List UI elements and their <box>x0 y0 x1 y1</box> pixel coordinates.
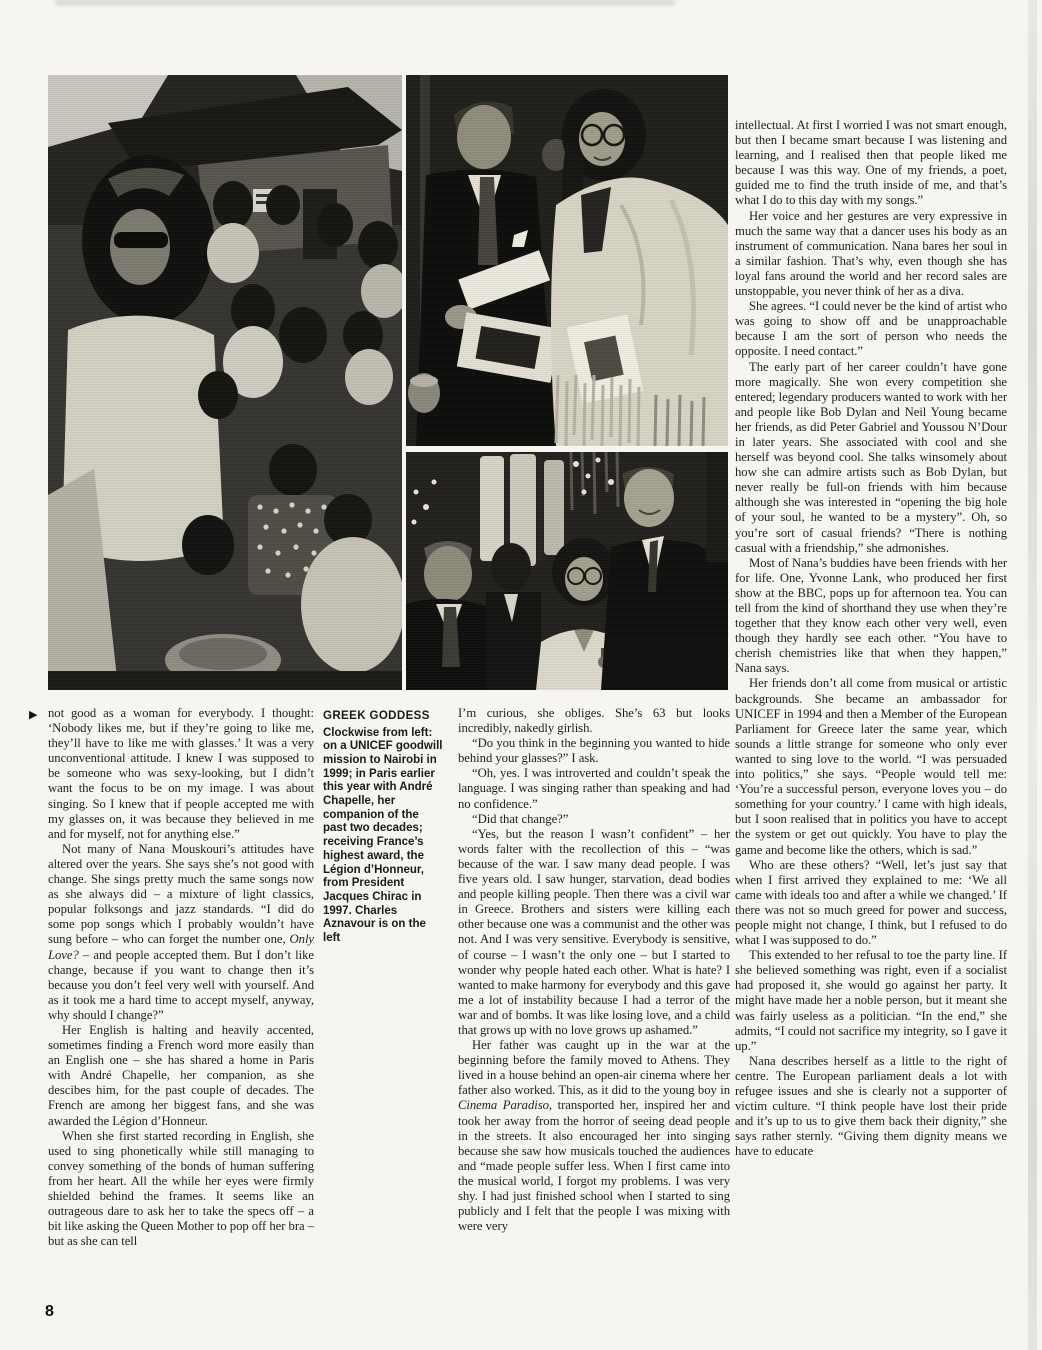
article-paragraph: not good as a woman for everybody. I thought: ‘Nobody likes me, but if they’re going to like me, they’ll have to like me with glasses.’ It was a very unconventional attitude. I knew I was supposed to be someone who was sexy-looking, but I didn’t want the focus to be on my image. I was about singing. So I knew that if people accepted me with my glasses on, it was because they believed in me and for myself, not for anything else.” <box>48 706 314 841</box>
scan-smudge <box>55 0 675 5</box>
photo-unicef-nairobi <box>48 75 402 690</box>
article-paragraph: Her father was caught up in the war at the beginning before the family moved to Athens. They lived in a house behind an open-air cinema where her father also worked. This, as it did to the young boy in Cinema Paradiso, transported her, inspired her and took her away from the horror of seeing dead people in the streets. It also encouraged her into singing because she saw how musicals touched the audiences and “made people suffer less. When I first came into the musical world, I forgot my problems. I was very shy. I had just finished school when I started to sing publicly and I felt that the people I was mixing with were very <box>458 1038 730 1234</box>
continuation-arrow-icon: ▶ <box>29 708 38 721</box>
article-paragraph: “Did that change?” <box>472 811 569 826</box>
article-column-right <box>735 118 1007 1159</box>
article-column-left <box>48 706 314 1249</box>
article-paragraph: “Oh, yes. I was introverted and couldn’t speak the language. I was singing rather than speaking and had no confidence.” <box>458 766 730 811</box>
photo-legion-illustration <box>406 452 728 690</box>
photo-paris-chapelle <box>406 75 728 446</box>
photo-caption-block <box>323 710 445 946</box>
photo-paris-illustration <box>406 75 728 446</box>
article-paragraph: “Yes, but the reason I wasn’t confident” – her words falter with the recollection of this – “was because of the war. I saw many dead people. I was five years old. I saw hunger, starvation, dead bodies and people killing people. Then there was a civil war in Greece. Brothers and sisters were killing each other because one was a communist and the other was not. And I was very sensitive. Everybody is sensitive, of course – I wasn’t the only one – but I started to wonder why people hated each other. What is hate? I wanted to make harmony for everybody and this gave me a lot of instability because I had a terror of the war and of bombs. It was like losing love, and a child that grows up with no love grows up ashamed.” <box>458 826 730 1037</box>
article-paragraph: I’m curious, she obliges. She’s 63 but looks incredibly, nakedly girlish. <box>458 706 730 736</box>
scan-edge-streak <box>1028 0 1037 1350</box>
article-paragraph: When she first started recording in English, she used to sing phonetically while still managing to convey something of the bonds of human suffering from her heart. All the while her eyes were firmly shielded behind the frames. It seems like an outrageous dare to ask her to take the specs off – a bit like asking the Queen Mother to pop off her bra – but as she can tell <box>48 1128 314 1249</box>
page-number: 8 <box>45 1303 54 1320</box>
article-column-middle <box>458 706 730 1234</box>
article-paragraph: Her English is halting and heavily accented, sometimes finding a French word more easily than an English one – she has shared a home in Paris with André Chapelle, her companion, as she descibes him, for the past couple of decades. The French are among her biggest fans, and she was awarded the Légion d’Honneur. <box>48 1022 314 1128</box>
article-paragraph: This extended to her refusal to toe the party line. If she believed something was right, even if a socialist had proposed it, she would go against her party. It might have made her a noble person, but it meant she was fairly useless as a politician. “In the end,” she admits, “I could not sacrifice my integrity, so I gave it up.” <box>735 948 1007 1053</box>
article-paragraph: She agrees. “I could never be the kind of artist who was going to show off and be unapproachable because I am the sort of person who needs the opposite. I need contact.” <box>735 299 1007 359</box>
caption-title: GREEK GODDESS <box>323 710 430 722</box>
article-paragraph: Most of Nana’s buddies have been friends with her for life. One, Yvonne Lank, who produced her first show at the BBC, pops up for afternoon tea. You can tell from the kind of shorthand they use when they’re together that they know each other very well, even though they hardly see each other. “You have to cherish chemistries like that when they happen,” Nana says. <box>735 555 1007 676</box>
article-paragraph: The early part of her career couldn’t have gone more magically. She won every competition she entered; legendary producers wanted to work with her and people like Bob Dylan and Neil Young became her friends, as did Peter Gabriel and Youssou N’Dour in later years. She associated with cool and she herself was beyond cool. She talks winsomely about how she can admire artists such as Bob Dylan, but never really be full-on friends with him because although she was interested in “opening the big hole of your soul, he wanted to be a mystery”. Oh, so you’re sort of casual friends? “There is nothing casual with a friendship,” she admonishes. <box>735 359 1007 555</box>
article-paragraph: Nana describes herself as a little to the right of centre. The European parliament deals a lot with refugee issues and she is clearly not a supporter of victim culture. “I think people have lost their pride and it’s up to us to give them back their dignity,” she says rather sternly. “Giving them dignity means we have to educate <box>735 1053 1007 1159</box>
caption-body: Clockwise from left: on a UNICEF goodwill mission to Nairobi in 1999; in Paris earlier this year with André Chapelle, her companion of the past two decades; receiving France’s highest award, the Légion d’Honneur, from President Jacques Chirac in 1997. Charles Aznavour is on the left <box>323 726 443 945</box>
article-paragraph: Who are these others? “Well, let’s just say that when I first arrived they explained to me: ‘We all came with ideals too and after a while we changed.’ If there was not so much greed for power and success, people might not change, I think, but I refused to do what I was supposed to do.” <box>735 857 1007 948</box>
photo-unicef-nairobi-illustration <box>48 75 402 690</box>
article-paragraph: “Do you think in the beginning you wanted to hide behind your glasses?” I ask. <box>458 736 730 766</box>
article-paragraph: Her friends don’t all come from musical or artistic backgrounds. She became an ambassador for UNICEF in 1994 and then a Member of the European Parliament for Greece later the same year, which sounds a little strange for someone who only ever wanted to sing love to the world. “I was persuaded into politics,” she says. “People would tell me: ‘You’re a successful person, everyone loves you – do something for your country.’ I came with high ideals, but I soon realised that in politics you have to accept the system or get out quickly. You have to play the game and become like the others, which is sad.” <box>735 676 1007 857</box>
photo-legion-honneur <box>406 452 728 690</box>
article-paragraph: Not many of Nana Mouskouri’s attitudes have altered over the years. She says she’s not good with change. She sings pretty much the same songs now as she always did – a mixture of light classics, popular folksongs and jazz standards. “I did do some pop songs which I probably wouldn’t have sung before – who can forget the number one, Only Love? – and people accepted them. But I don’t like change, because if you want to change then it’s because you don’t feel very well with yourself. And as it took me a hard time to accept myself, anyway, why should I change?” <box>48 841 314 1022</box>
article-paragraph: intellectual. At first I worried I was not smart enough, but then I became smart because I was listening and learning, and I realised then that people liked me because I was this way. One of my friends, a poet, guided me to find the truth inside of me, and that’s what I do to this day with my songs.” <box>735 118 1007 208</box>
article-paragraph: Her voice and her gestures are very expressive in much the same way that a dancer uses his body as an instrument of communication. Nana bares her soul in a similar fashion. That’s why, even though she has loyal fans around the world and her record sales are unstoppable, you never think of her as a diva. <box>735 208 1007 299</box>
